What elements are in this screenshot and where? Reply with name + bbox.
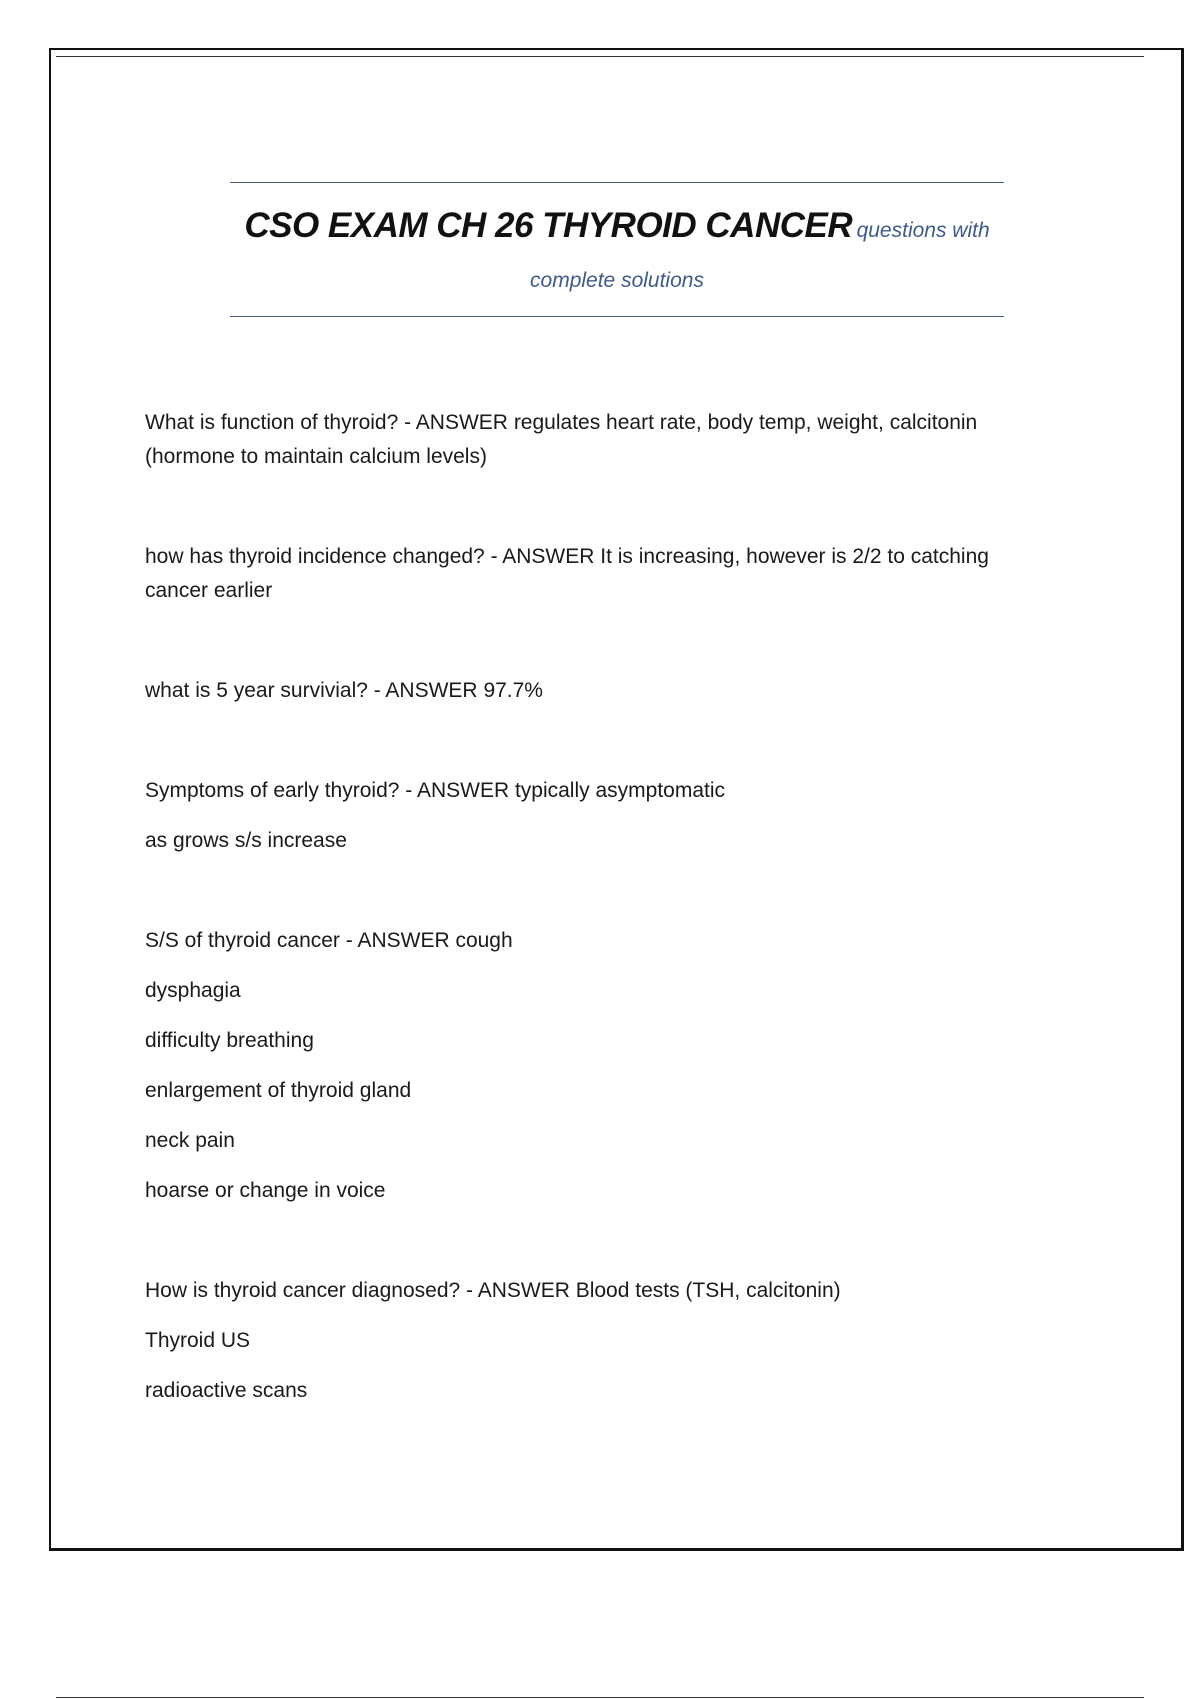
title-rule-top	[230, 182, 1004, 183]
document-subtitle-part2: complete solutions	[530, 269, 704, 292]
answer-separator: - ANSWER	[339, 929, 456, 952]
answer-separator: - ANSWER	[484, 545, 601, 568]
qa-question-answer	[145, 1274, 1045, 1308]
answer-text: regulates heart rate, body temp, weight, calcitonin (hormone to maintain calcium levels)	[145, 411, 978, 468]
answer-text: Blood tests (TSH, calcitonin)	[575, 1279, 841, 1302]
answer-text: typically asymptomatic	[514, 779, 726, 802]
answer-text: 97.7%	[483, 679, 543, 702]
qa-item	[145, 674, 1045, 708]
qa-question-answer	[145, 406, 1045, 474]
qa-list	[145, 406, 1045, 1474]
question-text: Symptoms of early thyroid?	[145, 779, 400, 802]
qa-item	[145, 1274, 1045, 1408]
answer-extra-line: Thyroid US	[145, 1329, 251, 1352]
question-text: How is thyroid cancer diagnosed?	[145, 1279, 461, 1302]
document-subtitle-part1: questions with	[856, 219, 990, 242]
answer-text: It is increasing, however is 2/2 to catching cancer earlier	[145, 545, 989, 602]
answer-extra-line: radioactive scans	[145, 1379, 308, 1402]
document-title-block	[230, 200, 1004, 305]
answer-separator: - ANSWER	[398, 411, 514, 434]
question-text: what is 5 year survivial?	[145, 679, 368, 702]
answer-separator: - ANSWER	[460, 1279, 576, 1302]
answer-extra-line: as grows s/s increase	[145, 829, 347, 852]
question-text: What is function of thyroid?	[145, 411, 399, 434]
qa-question-answer	[145, 924, 1045, 958]
qa-question-answer	[145, 774, 1045, 808]
qa-item	[145, 774, 1045, 858]
question-text: how has thyroid incidence changed?	[145, 545, 485, 568]
qa-item	[145, 540, 1045, 608]
document-title: CSO EXAM CH 26 THYROID CANCER	[244, 206, 853, 245]
answer-separator: - ANSWER	[399, 779, 515, 802]
answer-extra-line: neck pain	[145, 1129, 235, 1152]
title-rule-bottom	[230, 316, 1004, 317]
qa-item	[145, 406, 1045, 474]
answer-separator: - ANSWER	[367, 679, 484, 702]
qa-question-answer	[145, 540, 1045, 608]
qa-item	[145, 924, 1045, 1208]
bottom-divider	[56, 1697, 1144, 1698]
answer-extra-line: enlargement of thyroid gland	[145, 1079, 412, 1102]
question-text: S/S of thyroid cancer	[145, 929, 340, 952]
answer-extra-line: hoarse or change in voice	[145, 1179, 386, 1202]
top-divider	[56, 56, 1144, 57]
answer-extra-line: difficulty breathing	[145, 1029, 314, 1052]
answer-text: cough	[455, 929, 513, 952]
qa-question-answer	[145, 674, 1045, 708]
answer-extra-line: dysphagia	[145, 979, 241, 1002]
